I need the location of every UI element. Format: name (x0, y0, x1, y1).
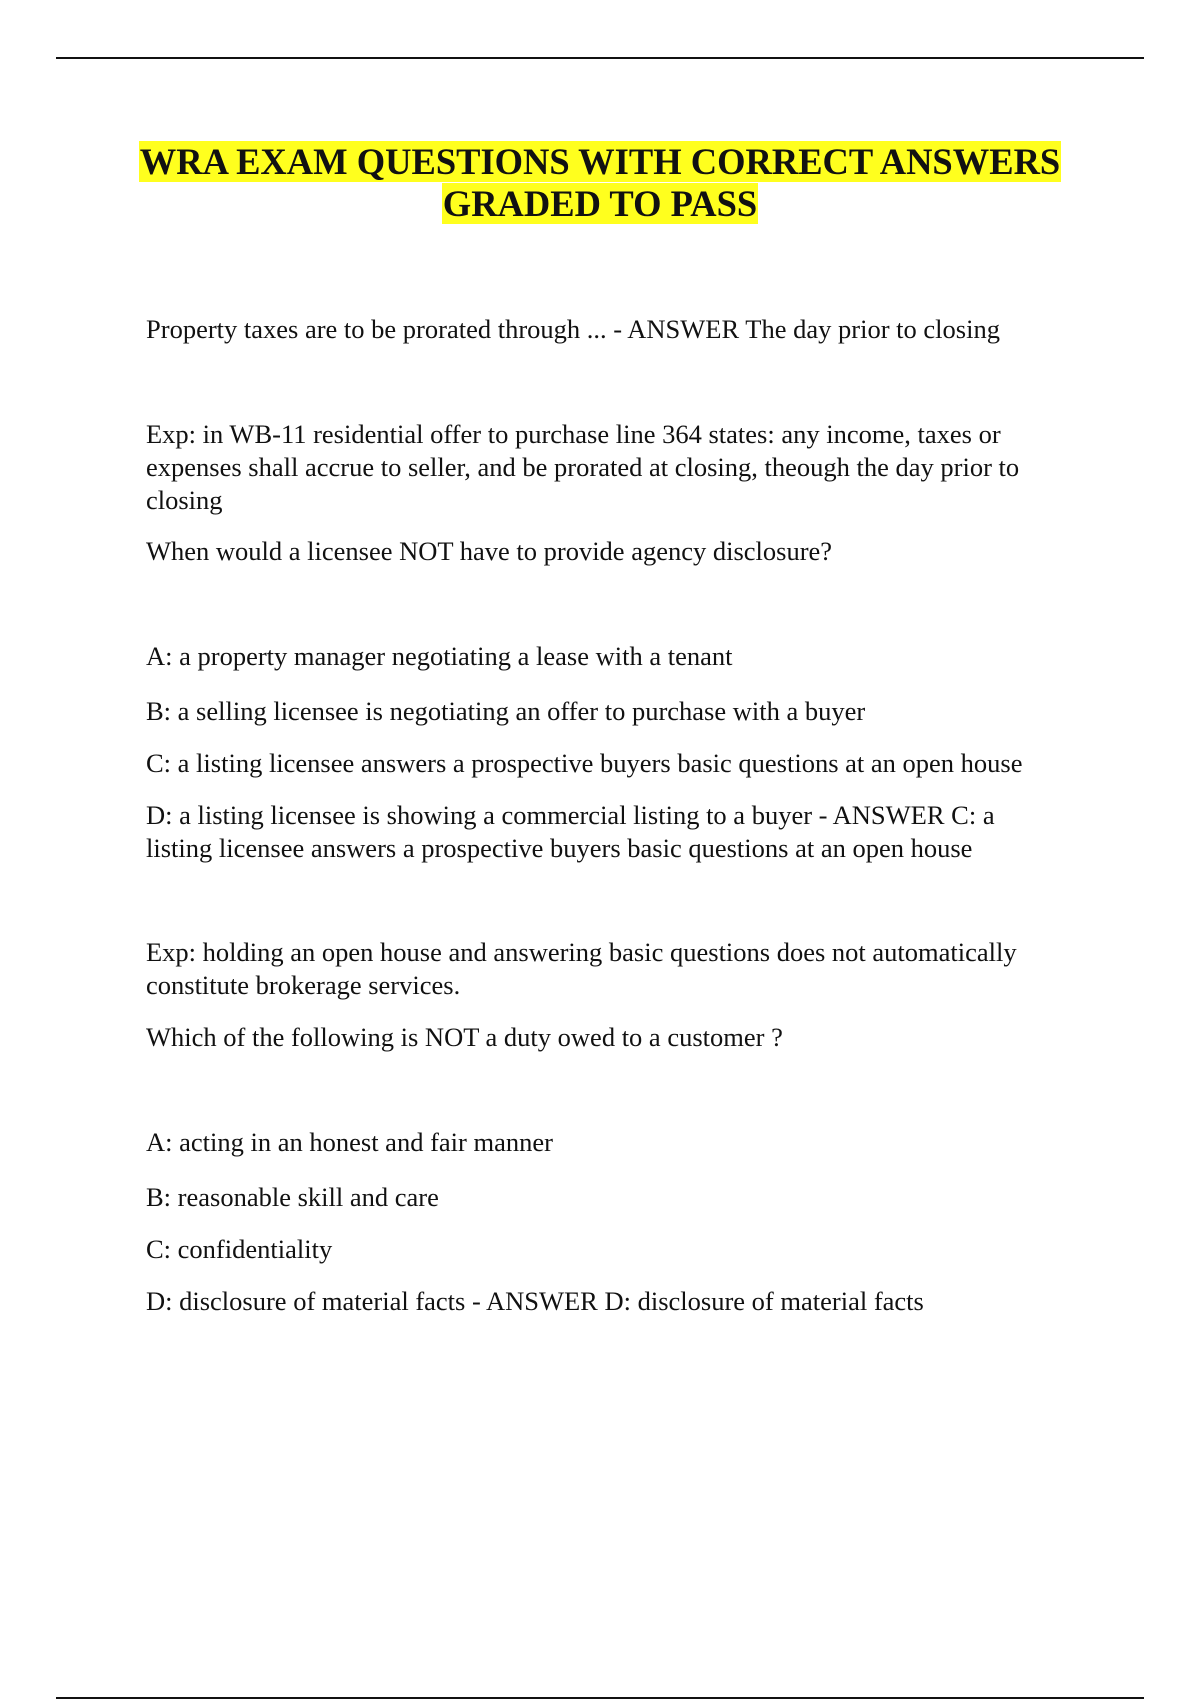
q3-option-c: C: confidentiality (146, 1234, 333, 1264)
q2-question: When would a licensee NOT have to provide agency disclosure? (146, 536, 833, 566)
q3-option-b: B: reasonable skill and care (146, 1182, 439, 1212)
q1-question-answer: Property taxes are to be prorated through ... - ANSWER The day prior to closing (146, 314, 1000, 344)
title-line-2: GRADED TO PASS (442, 183, 758, 224)
bottom-rule (56, 1697, 1144, 1699)
q2-explanation (146, 936, 1086, 1002)
q3-option-d-answer: D: disclosure of material facts - ANSWER D: disclosure of material facts (146, 1286, 924, 1316)
q1-explanation (146, 418, 1086, 517)
q2-option-c: C: a listing licensee answers a prospective buyers basic questions at an open house (146, 748, 1023, 778)
q2-explanation-line-2: constitute brokerage services. (146, 970, 461, 1000)
q1-explanation-line-1: Exp: in WB-11 residential offer to purchase line 364 states: any income, taxes or (146, 419, 1001, 449)
q2-option-a: A: a property manager negotiating a lease with a tenant (146, 641, 733, 671)
document-title (0, 141, 1200, 225)
q1-explanation-line-3: closing (146, 485, 223, 515)
q3-option-a: A: acting in an honest and fair manner (146, 1127, 553, 1157)
q2-option-d-line-2: listing licensee answers a prospective buyers basic questions at an open house (146, 833, 973, 863)
q2-option-b: B: a selling licensee is negotiating an offer to purchase with a buyer (146, 696, 866, 726)
q2-option-d-answer (146, 799, 1086, 865)
q2-explanation-line-1: Exp: holding an open house and answering basic questions does not automatically (146, 937, 1017, 967)
q2-option-d-line-1: D: a listing licensee is showing a commercial listing to a buyer - ANSWER C: a (146, 800, 995, 830)
title-line-1: WRA EXAM QUESTIONS WITH CORRECT ANSWERS (139, 141, 1061, 182)
top-rule (56, 57, 1144, 59)
q1-explanation-line-2: expenses shall accrue to seller, and be prorated at closing, theough the day prior to (146, 452, 1020, 482)
q3-question: Which of the following is NOT a duty owed to a customer ? (146, 1022, 783, 1052)
